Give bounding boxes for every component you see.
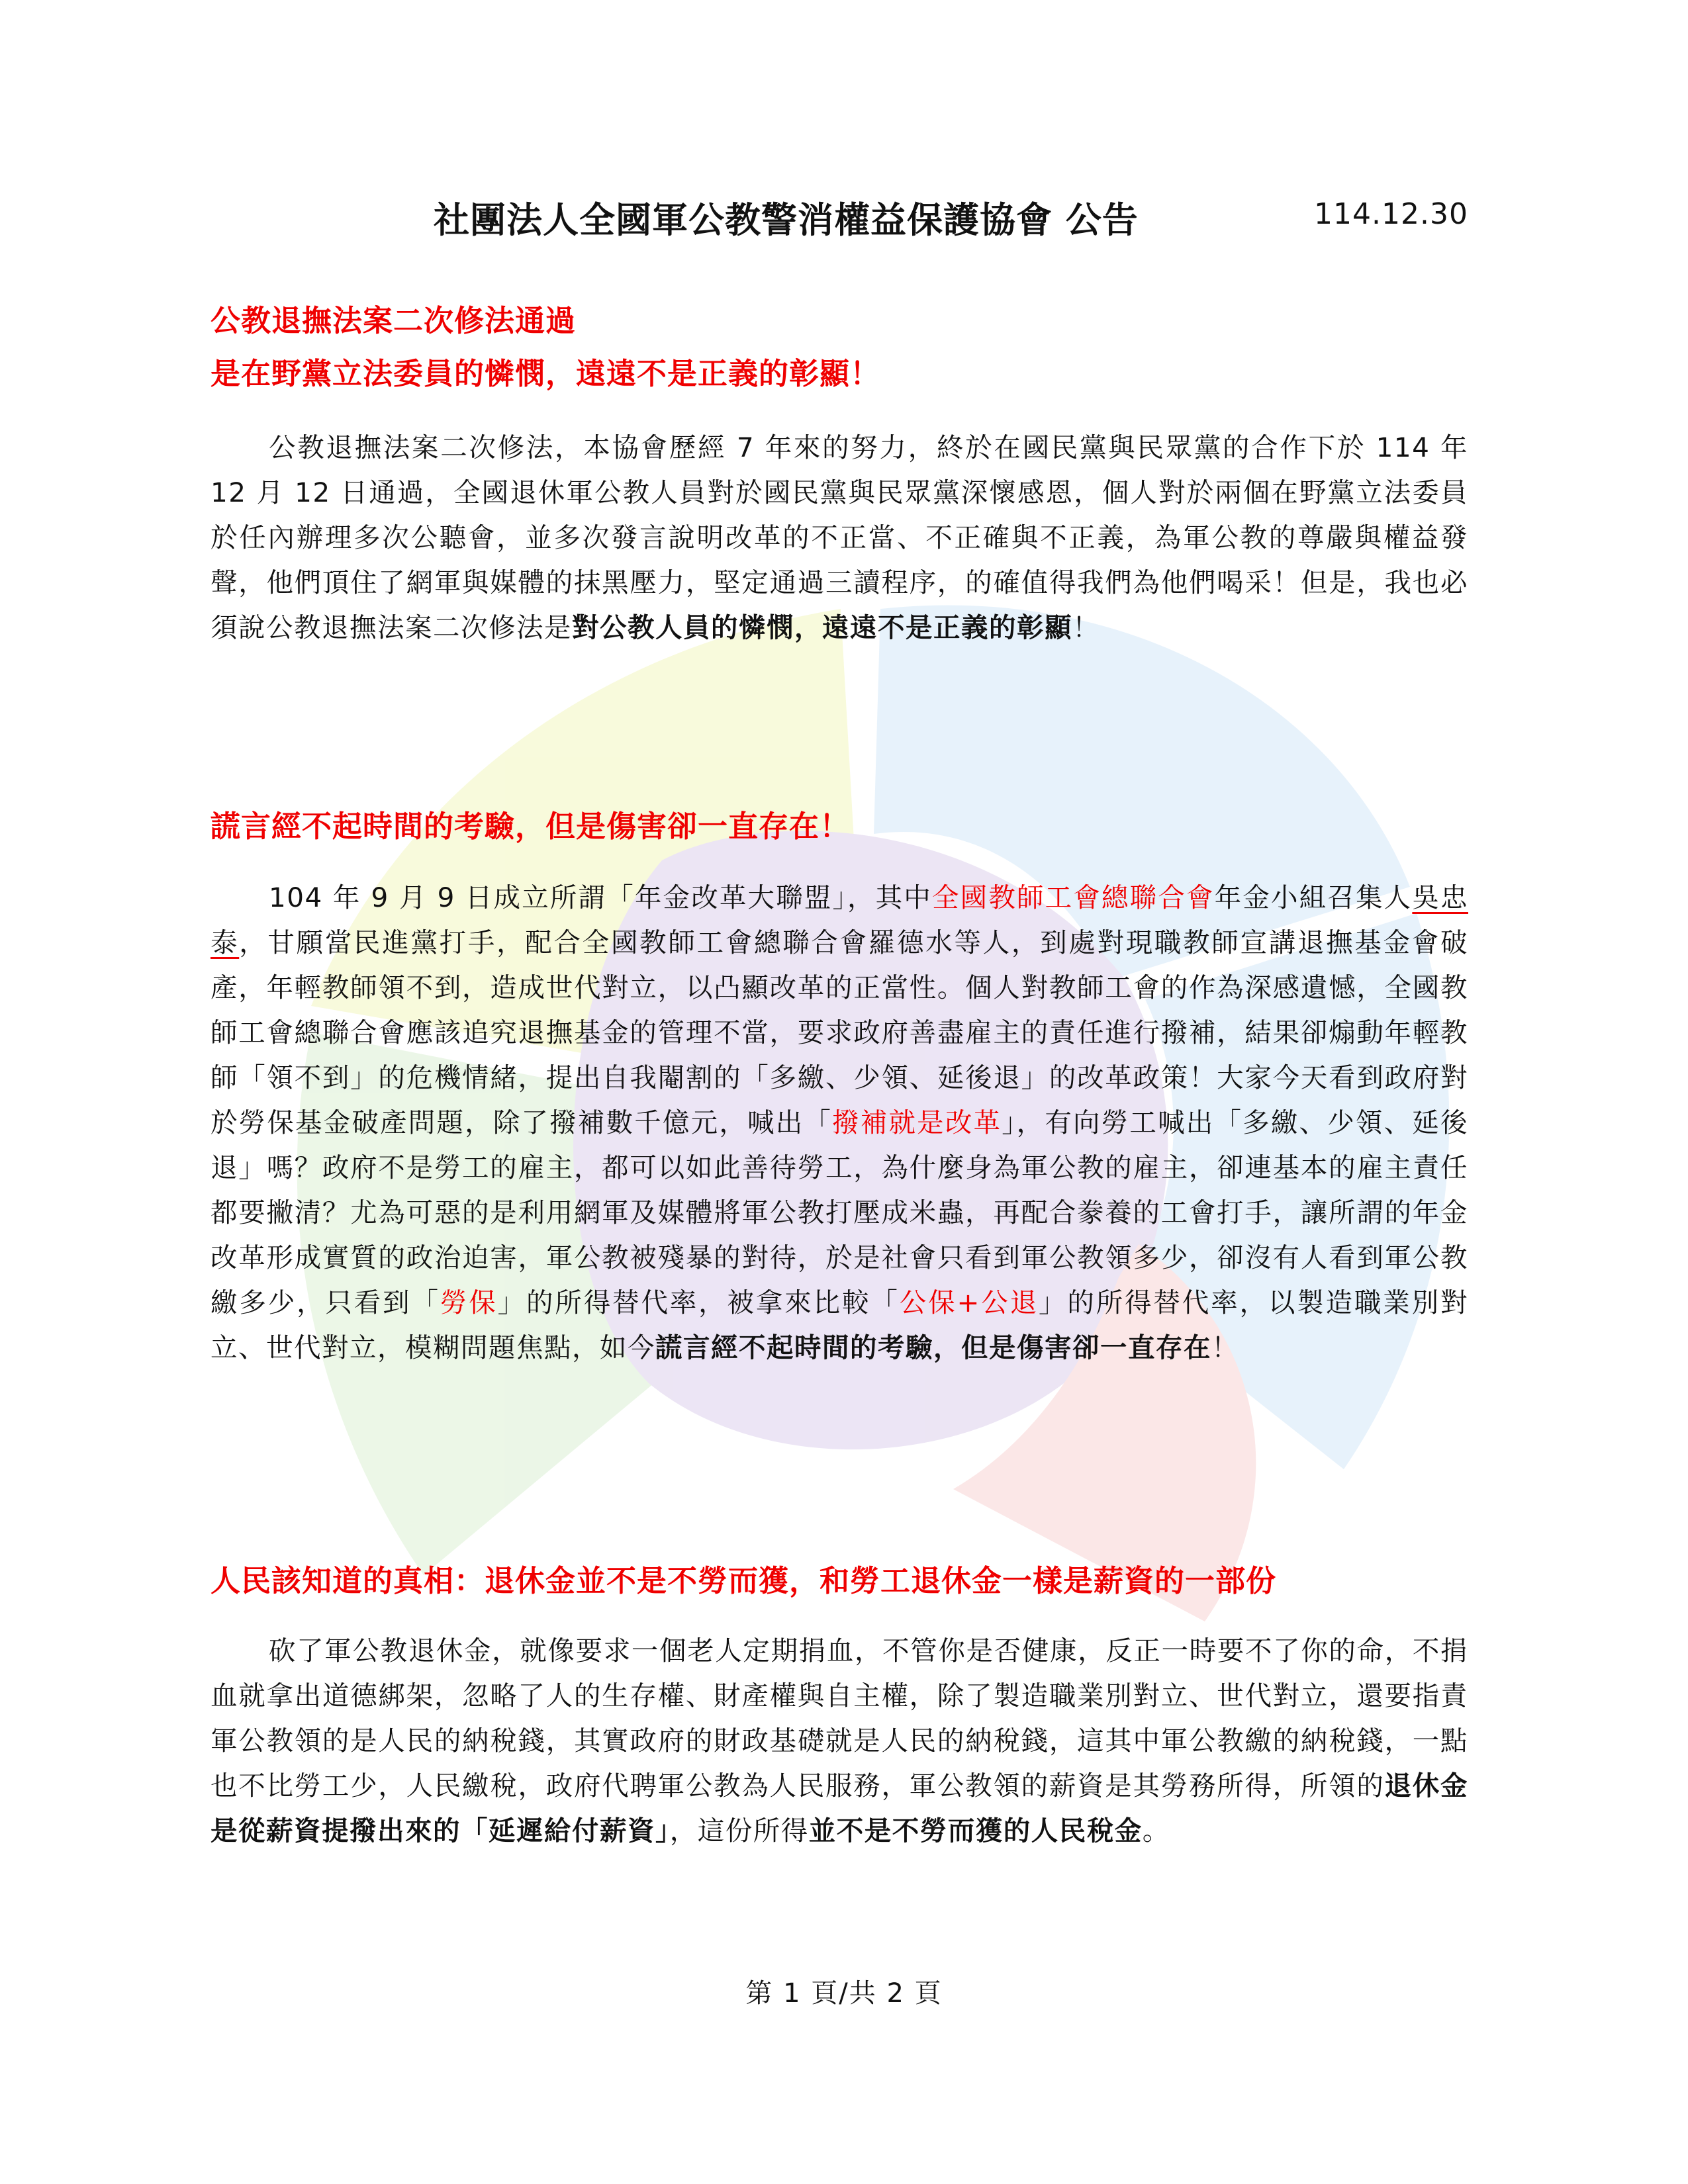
- section2-paragraph: [211, 875, 1468, 1370]
- page-number: 第 1 頁/共 2 頁: [745, 1978, 943, 2009]
- header: [0, 185, 1688, 245]
- section3-text3: 。: [1142, 1815, 1170, 1846]
- section2-text7: ！: [1211, 1332, 1239, 1363]
- section3-text1: 砍了軍公教退休金，就像要求一個老人定期捐血，不管你是否健康，反正一時要不了你的命，不捐血就拿出道德綁架，忽略了人的生存權、財產權與自主權，除了製造職業別對立、世代對立，還要指責軍公教領的是人民的納稅錢，其實政府的財政基礎就是人民的納稅錢，這其中軍公教繳的納稅錢，一點也不比勞工少，人民繳稅，政府代聘軍公教為人民服務，軍公教領的薪資是其勞務所得，所領的: [211, 1635, 1468, 1801]
- document-date: 114.12.30: [1314, 197, 1468, 231]
- section3-heading: 人民該知道的真相：退休金並不是不勞而獲，和勞工退休金一樣是薪資的一部份: [211, 1563, 1277, 1598]
- section2-text4: 」，有向勞工喊出「多繳、少領、延後退」嗎？政府不是勞工的雇主，都可以如此善待勞工，為什麼身為軍公教的雇主，卻連基本的雇主責任都要撇清？尤為可惡的是利用網軍及媒體將軍公教打壓成米蟲，再配合豢養的工會打手，讓所謂的年金改革形成實質的政治迫害，軍公教被殘暴的對待，於是社會只看到軍公教領多少，卻沒有人看到軍公教繳多少，只看到「: [211, 1107, 1468, 1318]
- section1-heading-line1: 公教退撫法案二次修法通過: [211, 303, 577, 338]
- section2-underlined-name: 吳忠泰: [211, 882, 1469, 958]
- section2-red3: 勞保: [440, 1287, 498, 1318]
- section2-text1: 104 年 9 月 9 日成立所謂「年金改革大聯盟」，其中: [269, 882, 932, 913]
- document-title: 社團法人全國軍公教警消權益保護協會 公告: [434, 199, 1139, 241]
- section2-text6: 」的所得替代率，以製造職業別對立、世代對立，模糊問題焦點，如今: [211, 1287, 1469, 1363]
- section3-bold1: 退休金是從薪資提撥出來的「延遲給付薪資」: [211, 1770, 1469, 1846]
- section1-bold1: 對公教人員的憐憫，遠遠不是正義的彰顯: [572, 612, 1072, 643]
- section2-text3: ，甘願當民進黨打手，配合全國教師工會總聯合會羅德水等人，到處對現職教師宣講退撫基金會破產，年輕教師領不到，造成世代對立，以凸顯改革的正當性。個人對教師工會的作為深感遺憾，全國教師工會總聯合會應該追究退撫基金的管理不當，要求政府善盡雇主的責任進行撥補，結果卻煽動年輕教師「領不到」的危機情緒，提出自我閹割的「多繳、少領、延後退」的改革政策！大家今天看到政府對於勞保基金破產問題，除了撥補數千億元，喊出「: [211, 927, 1469, 1138]
- section2-red1: 全國教師工會總聯合會: [931, 882, 1215, 913]
- section1-paragraph: [211, 425, 1468, 650]
- section2-red2: 撥補就是改革: [832, 1107, 1002, 1138]
- section2-bold1: 謊言經不起時間的考驗，但是傷害卻一直存在: [655, 1332, 1211, 1363]
- section1-heading-line2: 是在野黨立法委員的憐憫，遠遠不是正義的彰顯！: [211, 356, 881, 391]
- section3-text2: ，這份所得: [669, 1815, 809, 1846]
- section3-paragraph: [211, 1628, 1468, 1853]
- section2-text5: 」的所得替代率，被拿來比較「: [497, 1287, 900, 1318]
- section1-text2: ！: [1072, 612, 1100, 643]
- section2-text2: 年金小組召集人: [1214, 882, 1413, 913]
- section3-bold2: 並不是不勞而獲的人民稅金: [808, 1815, 1143, 1846]
- section1-text1: 公教退撫法案二次修法，本協會歷經 7 年來的努力，終於在國民黨與民眾黨的合作下於 114 年 12 月 12 日通過，全國退休軍公教人員對於國民黨與民眾黨深懷感恩，個人對於兩個在野黨立法委員於任內辦理多次公聽會，並多次發言說明改革的不正當、不正確與不正義，為軍公教的尊嚴與權益發聲，他們頂住了網軍與媒體的抹黑壓力，堅定通過三讀程序，的確值得我們為他們喝采！但是，我也必須說公教退撫法案二次修法是: [211, 432, 1468, 643]
- section2-heading: 謊言經不起時間的考驗，但是傷害卻一直存在！: [211, 809, 851, 844]
- section2-red4: 公保+公退: [899, 1287, 1039, 1318]
